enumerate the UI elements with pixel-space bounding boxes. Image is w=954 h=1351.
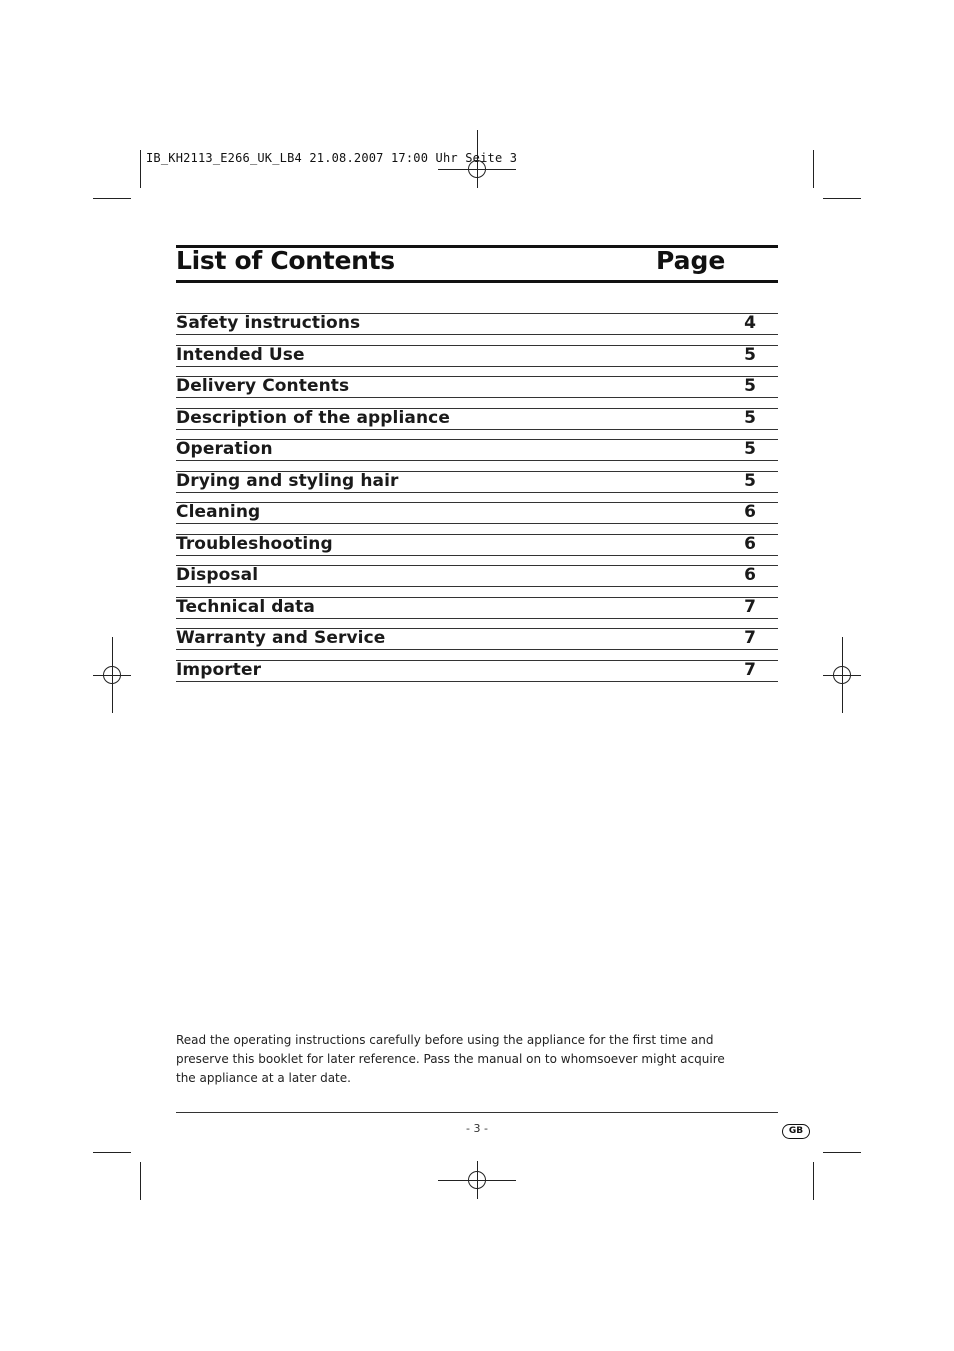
toc-entry-page: 5 <box>744 407 756 428</box>
crop-mark <box>823 198 861 199</box>
toc-entry-label: Technical data <box>176 596 315 617</box>
registration-mark-right-icon <box>823 637 861 713</box>
toc-entry-page: 5 <box>744 376 756 396</box>
toc-entry-label: Drying and styling hair <box>176 470 399 491</box>
crop-mark <box>823 1152 861 1153</box>
toc-entry-label: Troubleshooting <box>176 533 333 554</box>
table-of-contents <box>176 313 778 691</box>
toc-entry[interactable] <box>176 502 778 534</box>
title-rule-bottom <box>176 280 778 283</box>
toc-entry[interactable] <box>176 597 778 629</box>
instructions-note: Read the operating instructions carefully before using the appliance for the first time and preserve this booklet for later reference. Pass the manual on to whomsoever might acquire the appliance at a later date. <box>176 1033 725 1085</box>
toc-entry-label: Intended Use <box>176 344 305 365</box>
toc-entry[interactable] <box>176 439 778 471</box>
toc-entry[interactable] <box>176 408 778 440</box>
toc-entry-label: Warranty and Service <box>176 628 386 648</box>
registration-mark-bottom-icon <box>438 1161 516 1199</box>
crop-mark <box>140 150 141 188</box>
toc-entry-label: Disposal <box>176 565 259 585</box>
language-badge: GB <box>782 1124 810 1139</box>
toc-entry-page: 7 <box>744 628 756 648</box>
toc-entry-page: 7 <box>744 596 756 617</box>
page-number: - 3 - <box>466 1122 488 1135</box>
crop-mark <box>813 150 814 188</box>
toc-entry-page: 5 <box>744 439 756 459</box>
toc-entry-label: Operation <box>176 439 273 459</box>
registration-mark-left-icon <box>93 637 131 713</box>
toc-entry[interactable] <box>176 534 778 566</box>
crop-mark <box>93 198 131 199</box>
toc-entry-label: Description of the appliance <box>176 407 450 428</box>
print-slug: IB_KH2113_E266_UK_LB4 21.08.2007 17:00 Uhr Seite 3 <box>146 151 518 165</box>
crop-mark <box>813 1162 814 1200</box>
toc-entry-label: Cleaning <box>176 502 261 522</box>
page-title: List of Contents <box>176 246 395 275</box>
toc-entry[interactable] <box>176 660 778 692</box>
toc-entry[interactable] <box>176 628 778 660</box>
toc-entry-page: 4 <box>744 313 756 333</box>
toc-entry-page: 6 <box>744 533 756 554</box>
toc-entry[interactable] <box>176 376 778 408</box>
toc-entry[interactable] <box>176 565 778 597</box>
toc-entry-page: 6 <box>744 502 756 522</box>
toc-entry-label: Delivery Contents <box>176 376 350 396</box>
toc-entry-label: Importer <box>176 659 262 680</box>
toc-entry-page: 5 <box>744 344 756 365</box>
crop-mark <box>140 1162 141 1200</box>
footer-rule <box>176 1112 778 1113</box>
toc-entry-label: Safety instructions <box>176 313 361 333</box>
toc-entry-page: 6 <box>744 565 756 585</box>
toc-entry-page: 5 <box>744 470 756 491</box>
toc-entry[interactable] <box>176 471 778 503</box>
toc-entry[interactable] <box>176 345 778 377</box>
toc-entry[interactable] <box>176 313 778 345</box>
toc-entry-page: 7 <box>744 659 756 680</box>
crop-mark <box>93 1152 131 1153</box>
page-column-label: Page <box>656 246 726 275</box>
